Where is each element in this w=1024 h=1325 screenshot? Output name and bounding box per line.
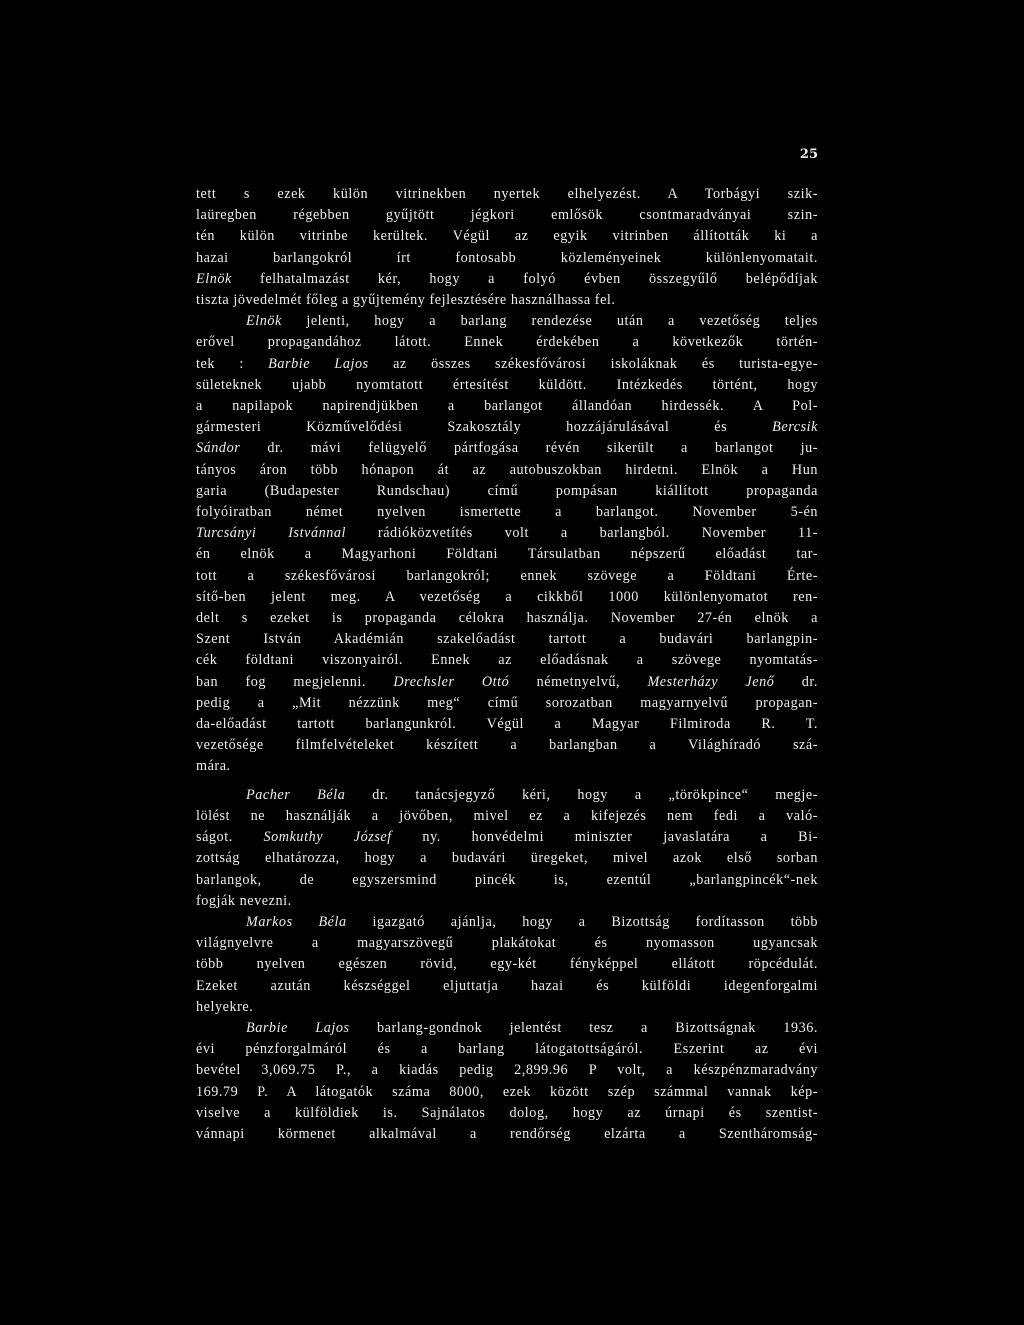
paragraph [196,785,818,912]
text-run: tányos áron több hónapon át az autobuszokban hirdetni. Elnök a Hun [196,461,818,478]
person-name: Barbie Lajos [246,1019,350,1036]
text-run: tek : [196,355,269,372]
text-line [196,735,818,756]
text-run: németnyelvű, [509,673,648,690]
text-run: én elnök a Magyarhoni Földtani Társulatban népszerű előadást tar- [196,546,818,563]
text-line [196,1103,818,1124]
text-line [196,417,818,438]
text-run: laüregben régebben gyűjtött jégkori emlősök csontmaradványai szin- [196,207,818,224]
text-line [196,1018,818,1039]
text-run: folyóiratban német nyelven ismertette a barlangot. November 5-én [196,504,818,521]
text-run: rádióközvetítés volt a barlangból. November 11- [346,525,818,542]
person-name: Somkuthy József [263,829,392,846]
text-run: tett s ezek külön vitrinekben nyertek elhelyezést. A Torbágyi szik- [196,186,818,202]
text-run: vánnapi körmenet alkalmával a rendőrség elzárta a Szentháromság- [196,1125,818,1142]
text-line [196,269,818,290]
text-line [196,375,818,396]
text-run: több nyelven egészen rövid, egy-két fényképpel ellátott röpcédulát. [196,956,818,973]
text-line [196,544,818,565]
text-line [196,933,818,954]
text-run: viselve a külföldiek is. Sajnálatos dolog, hogy az úrnapi és szentist- [196,1104,818,1121]
text-line [196,354,818,375]
text-run: erővel propagandához látott. Ennek érdekében a következők történ- [196,334,818,351]
text-run: bevétel 3,069.75 P., a kiadás pedig 2,899.96 P volt, a készpénzmaradvány [196,1062,818,1079]
person-name: Elnök [246,313,282,330]
text-run: 169.79 P. A látogatók száma 8000, ezek között szép számmal vannak kép- [196,1083,818,1100]
text-run: tén külön vitrinbe kerültek. Végül az egyik vitrinben állították ki a [196,228,818,245]
text-run: dr. mávi felügyelő pártfogása révén sikerült a barlangot ju- [240,440,818,457]
person-name: Elnök [196,270,232,287]
text-run: fogják nevezni. [196,892,292,909]
text-run: ny. honvédelmi miniszter javaslatára a Bi- [391,829,818,846]
text-line [196,976,818,997]
text-run: igazgató ajánlja, hogy a Bizottság fordítasson több [346,913,818,930]
paragraph [196,184,818,311]
text-run: cék földtani viszonyairól. Ennek az előadásnak a szövege nyomtatás- [196,652,818,669]
text-line [196,912,818,933]
text-line [196,1082,818,1103]
text-line [196,311,818,332]
text-line [196,870,818,891]
person-name: Sándor [196,440,241,457]
text-run: zottság elhatározza, hogy a budavári üregeket, mivel azok első sorban [196,850,818,867]
text-line [196,566,818,587]
text-run: az összes székesfővárosi iskoláknak és turista-egye- [368,355,818,372]
text-line [196,502,818,523]
person-name: Drechsler Ottó [393,673,510,690]
text-line [196,848,818,869]
text-line [196,460,818,481]
text-column [196,184,818,1145]
text-line [196,672,818,693]
text-run: felhatalmazást kér, hogy a folyó évben összegyűlő belépődíjak [231,270,818,287]
text-line [196,997,818,1018]
text-run: ban fog megjelenni. [196,673,394,690]
person-name: Mesterházy Jenő [647,673,775,690]
text-line [196,785,818,806]
text-line [196,650,818,671]
text-run: delt s ezeket is propaganda célokra használja. November 27-én elnök a [196,610,818,627]
text-run: a napilapok napirendjükben a barlangot állandóan hirdessék. A Pol- [196,398,818,415]
text-run: dr. [774,673,818,690]
text-line [196,827,818,848]
text-run: lölést ne használják a jövőben, mivel ez a kifejezés nem fedi a való- [196,807,818,824]
text-line [196,714,818,735]
person-name: Bercsik [772,419,818,436]
text-run: barlangok, de egyszersmind pincék is, ezentúl „barlangpincék“-nek [196,871,818,888]
text-line [196,806,818,827]
person-name: Markos Béla [246,913,347,930]
text-line [196,438,818,459]
text-run: garia (Budapester Rundschau) című pompásan kiállított propaganda [196,482,818,499]
text-line [196,248,818,269]
paragraph-gap [196,778,818,785]
person-name: Turcsányi Istvánnal [196,525,347,542]
paragraph [196,311,818,777]
person-name: Pacher Béla [246,786,346,803]
text-run: évi pénzforgalmáról és a barlang látogatottságáról. Eszerint az évi [196,1041,818,1058]
text-run: barlang-gondnok jelentést tesz a Bizottságnak 1936. [349,1019,818,1036]
text-run: Ezeket azután készséggel eljuttatja hazai és külföldi idegenforgalmi [196,977,818,994]
paragraph [196,912,818,1018]
text-run: jelenti, hogy a barlang rendezése után a vezetőség teljes [281,313,818,330]
text-run: da-előadást tartott barlangunkról. Végül a Magyar Filmiroda R. T. [196,716,818,733]
text-run: Szent István Akadémián szakelőadást tartott a budavári barlangpin- [196,631,818,648]
text-line [196,629,818,650]
text-run: gármesteri Közművelődési Szakosztály hozzájárulásával és [196,419,773,436]
text-run: hazai barlangokról írt fontosabb közleményeinek különlenyomatait. [196,249,818,266]
text-run: vezetősége filmfelvételeket készített a barlangban a Világhíradó szá- [196,737,818,754]
text-run: tiszta jövedelmét főleg a gyűjtemény fejlesztésére használhassa fel. [196,292,616,309]
text-run: ságot. [196,829,264,846]
page-number: 25 [799,147,818,162]
text-line [196,332,818,353]
person-name: Barbie Lajos [268,355,369,372]
text-line [196,396,818,417]
text-line [196,523,818,544]
text-line [196,1039,818,1060]
text-line [196,226,818,247]
text-line [196,184,818,205]
text-line [196,205,818,226]
text-line [196,1124,818,1145]
text-run: dr. tanácsjegyző kéri, hogy a „törökpince“ megje- [345,786,818,803]
text-line [196,891,818,912]
text-line [196,954,818,975]
paragraph [196,1018,818,1145]
text-run: sületeknek ujabb nyomtatott értesítést küldött. Intézkedés történt, hogy [196,376,818,393]
text-line [196,587,818,608]
text-run: tott a székesfővárosi barlangokról; ennek szövege a Földtani Érte- [196,567,818,584]
text-run: pedig a „Mit nézzünk meg“ című sorozatban magyarnyelvű propagan- [196,694,818,711]
text-line [196,290,818,311]
text-run: világnyelvre a magyarszövegű plakátokat és nyomasson ugyancsak [196,935,818,952]
text-line [196,693,818,714]
text-line [196,608,818,629]
text-line [196,1060,818,1081]
text-run: helyekre. [196,998,254,1015]
text-run: sítő-ben jelent meg. A vezetőség a cikkből 1000 különlenyomatot ren- [196,588,818,605]
text-line [196,756,818,777]
text-line [196,481,818,502]
text-run: mára. [196,758,231,775]
